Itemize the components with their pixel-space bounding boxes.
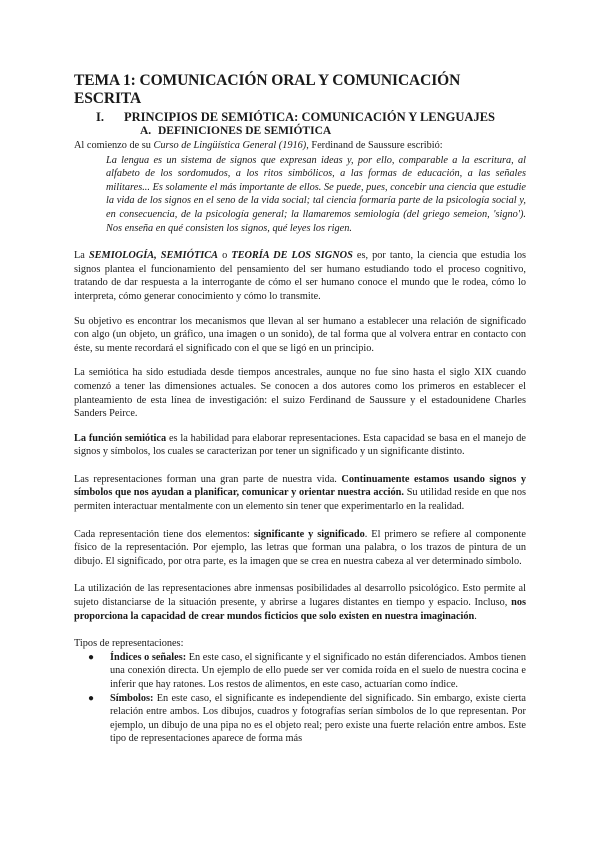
intro-after: , Ferdinand de Saussure escribió: bbox=[306, 140, 443, 151]
paragraph-historia: La semiótica ha sido estudiada desde tiempos ancestrales, aunque no fue sino hasta el siglo XIX cuando comenzó a tener las dimensiones actuales. Se conocen a dos autores como los primeros en establecer el planteamiento de esta línea de investigación: el suizo Ferdinand de Saussure y el estadounidene Charles Sanders Peirce. bbox=[74, 367, 526, 420]
p1-conn: o bbox=[218, 250, 232, 262]
paragraph-funcion-semiotica bbox=[74, 432, 526, 459]
p4-bold: La función semiótica bbox=[74, 432, 167, 444]
section-title: PRINCIPIOS DE SEMIÓTICA: COMUNICACIÓN Y LENGUAJES bbox=[124, 110, 495, 124]
paragraph-representaciones bbox=[74, 473, 526, 514]
types-heading: Tipos de representaciones: bbox=[74, 638, 184, 650]
bullet-icon: ● bbox=[88, 651, 95, 663]
book-title: Curso de Lingüística General (1916) bbox=[153, 140, 307, 151]
bullet-term: Índices o señales: bbox=[110, 651, 187, 663]
paragraph-elementos bbox=[74, 528, 526, 569]
bullet-text: En este caso, el significante y el significado no están diferenciados. Ambos tienen una conexión directa. Un ejemplo de ello puede ser ver comida roída en el suelo de nuestra cocina e inferir que hay ratones. Los restos de alimentos, en este caso, actuarían como índice. bbox=[110, 651, 526, 690]
p7-rest: . bbox=[474, 610, 477, 622]
p1-lead: La bbox=[74, 250, 89, 262]
paragraph-utilizacion bbox=[74, 582, 526, 623]
p5-lead: Las representaciones forman una gran parte de nuestra vida. bbox=[74, 473, 342, 485]
p7-lead: La utilización de las representaciones abre inmensas posibilidades al desarrollo psicológico. Esto permite al sujeto distanciarse de la situación presente, y abrirse a lugares distantes en tiempo y espacio. Incluso, bbox=[74, 583, 526, 609]
paragraph-objetivo: Su objetivo es encontrar los mecanismos que llevan al ser humano a establecer una relación de significado con algo (un objeto, un gráfico, una imagen o un sonido), de tal forma que al volvera entrar en contacto con éste, su mente recordará el significado con el que se ligó en un principio. bbox=[74, 315, 526, 354]
p6-lead: Cada representación tiene dos elementos: bbox=[74, 528, 254, 540]
saussure-quote: La lengua es un sistema de signos que expresan ideas y, por ello, comparable a la escritura, al alfabeto de los sordomudos, a los ritos simbólicos, a las formas de educación, a las señales militares... Es solamente el más importante de ellos. Se puede, pues, concebir una ciencia que estudie la vida de los signos en el seno de la vida social; tal ciencia formaría parte de la psicología social y, en consecuencia, de la psicología general; la llamaremos semiología (del griego semeion, 'signo'). Nos enseña en qué consisten los signos, qué leyes los rigen. bbox=[106, 154, 526, 234]
bullet-text: En este caso, el significante es independiente del significado. Sin embargo, existe cierta relación entre ambos. Los dibujos, cuadros y fotografías serían símbolos de lo que representan. Por ejemplo, un dibujo de una pipa no es el objeto real; pero existe una fuerte relación entre ambos. Este tipo de representaciones aparece de forma más bbox=[110, 692, 526, 745]
p4-rest: es la habilidad para elaborar representaciones. Esta capacidad se basa en el manejo de signos y símbolos, los cuales se caracterizan por tener un significado y un significante distinto. bbox=[74, 432, 526, 458]
p6-bold: significante y significado bbox=[253, 528, 365, 540]
section-number: I. bbox=[96, 110, 104, 124]
document-title: TEMA 1: COMUNICACIÓN ORAL Y COMUNICACIÓN ESCRITA bbox=[74, 72, 461, 107]
list-item bbox=[86, 651, 526, 692]
list-item bbox=[86, 692, 526, 746]
p6-rest: . El primero se refiere al componente físico de la representación. Por ejemplo, las letras que forman una palabra, o los trazos de pintura de un dibujo. El significado, por otra parte, es la imagen que se crea en nuestra cabeza al ver determinado símbolo. bbox=[74, 528, 526, 567]
p1-term-teoria: TEORÍA DE LOS SIGNOS bbox=[231, 250, 353, 262]
subsection-title: DEFINICIONES DE SEMIÓTICA bbox=[158, 125, 332, 137]
intro-paragraph bbox=[74, 139, 526, 153]
bullet-term: Símbolos: bbox=[110, 692, 154, 704]
p5-rest: Su utilidad reside en que nos permiten interactuar mentalmente con un elemento sin tener que experimentarlo en la realidad. bbox=[74, 487, 526, 513]
section-heading bbox=[96, 110, 526, 125]
subsection-number: A. bbox=[140, 125, 152, 137]
p1-rest: es, por tanto, la ciencia que estudia los signos plantea el funcionamiento del pensamiento del ser humano estudiando todo el proceso cognitivo, tratando de dar respuesta a la interrogante de cómo el ser humano conoce el mundo que le rodea, cómo lo interpreta, cómo generar conocimiento y cómo lo transmite. bbox=[74, 250, 527, 302]
p1-term-semiologia: SEMIOLOGÍA, SEMIÓTICA bbox=[88, 250, 219, 262]
p5-bold: Continuamente estamos usando signos y símbolos que nos ayudan a planificar, comunicar y orientar nuestra acción. bbox=[74, 473, 526, 499]
intro-before: Al comienzo de su bbox=[74, 140, 154, 151]
paragraph-semiologia bbox=[74, 249, 526, 303]
subsection-heading bbox=[140, 125, 526, 138]
types-list bbox=[74, 651, 526, 746]
p7-bold: nos proporciona la capacidad de crear mundos ficticios que solo existen en nuestra imaginación bbox=[74, 597, 526, 622]
bullet-icon: ● bbox=[88, 692, 95, 704]
